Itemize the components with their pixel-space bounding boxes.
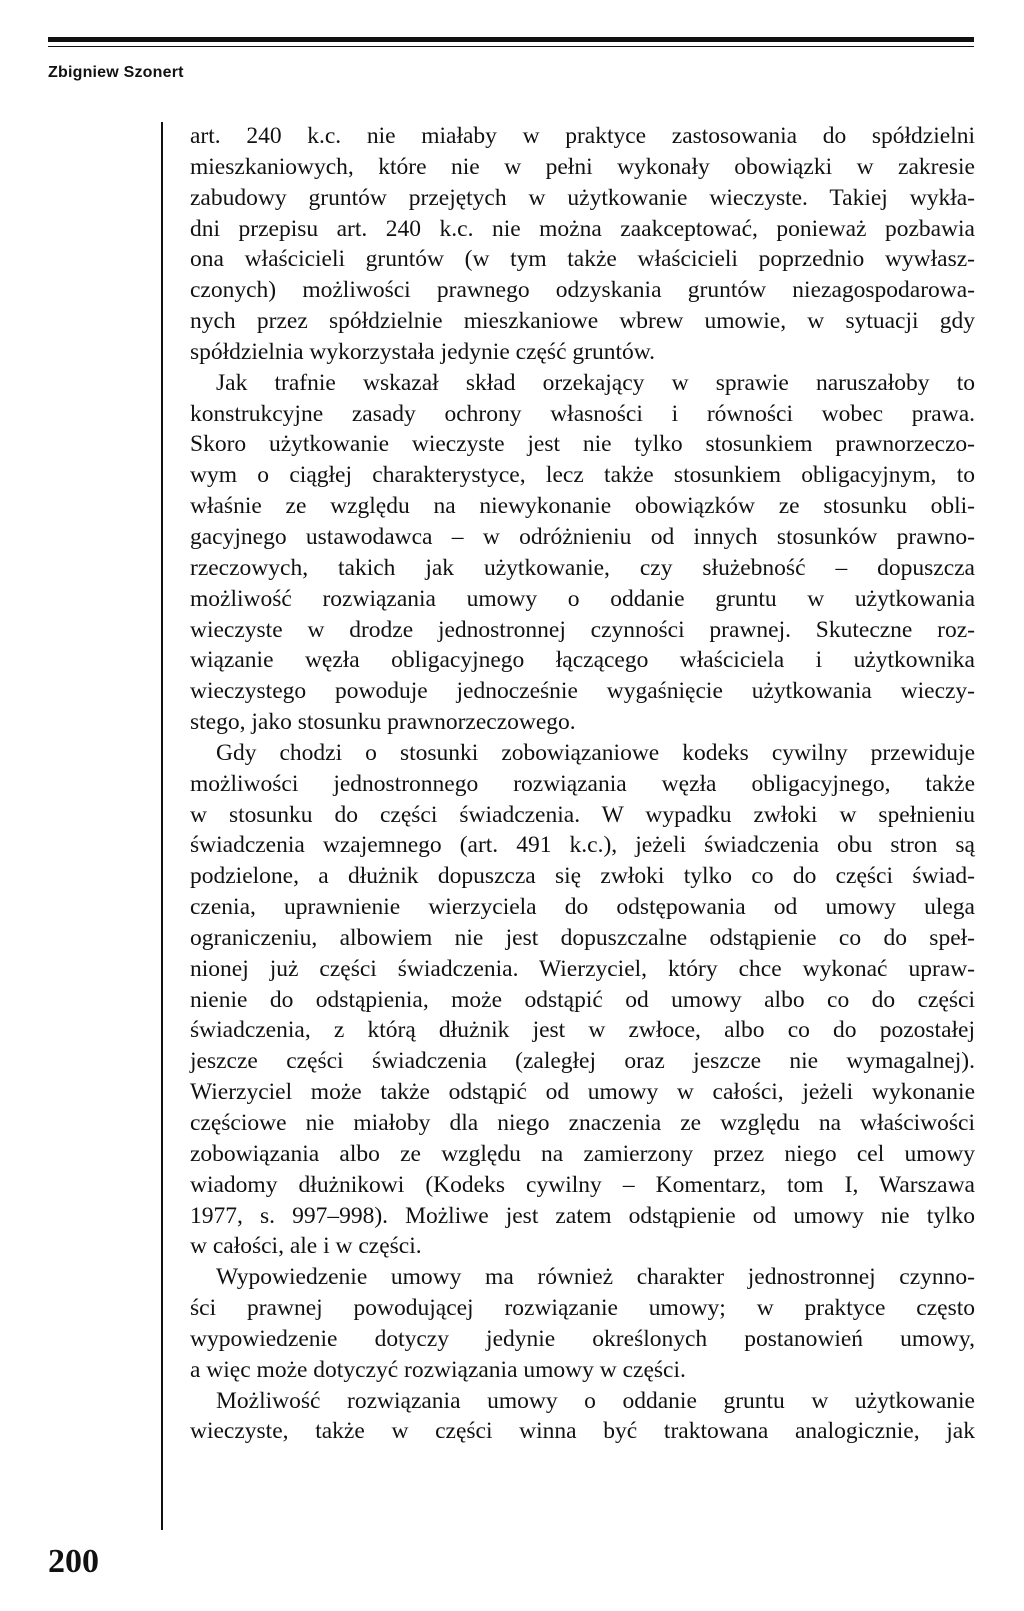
text-line: Gdy chodzi o stosunki zobowiązaniowe kodeks cywilny przewiduje	[216, 739, 975, 766]
text-line: świadczenia wzajemnego (art. 491 k.c.), jeżeli świadczenia obu stron są	[190, 832, 975, 859]
text-line: podzielone, a dłużnik dopuszcza się zwłoki tylko co do części świad-	[190, 863, 975, 890]
page-number: 200	[48, 1543, 99, 1580]
text-line: gacyjnego ustawodawca – w odróżnieniu od innych stosunków prawno-	[190, 523, 975, 550]
running-head-author: Zbigniew Szonert	[48, 64, 184, 81]
text-line: 1977, s. 997–998). Możliwe jest zatem odstąpienie od umowy nie tylko	[190, 1202, 975, 1229]
margin-rule	[161, 122, 163, 1530]
text-line: nionej już części świadczenia. Wierzyciel, który chce wykonać upraw-	[190, 955, 975, 982]
body-text	[190, 121, 975, 1447]
text-line: Wierzyciel może także odstąpić od umowy w całości, jeżeli wykonanie	[190, 1079, 975, 1106]
text-line: ograniczeniu, albowiem nie jest dopuszczalne odstąpienie co do speł-	[190, 924, 975, 951]
text-line: wieczystego powoduje jednocześnie wygaśnięcie użytkowania wieczy-	[190, 678, 975, 705]
text-line: możliwości jednostronnego rozwiązania węzła obligacyjnego, także	[190, 770, 975, 797]
text-line: ona właścicieli gruntów (w tym także właścicieli poprzednio wywłasz-	[190, 246, 975, 273]
text-line: wym o ciągłej charakterystyce, lecz także stosunkiem obligacyjnym, to	[190, 462, 975, 489]
text-line: nienie do odstąpienia, może odstąpić od umowy albo co do części	[190, 986, 975, 1013]
text-line: Jak trafnie wskazał skład orzekający w sprawie naruszałoby to	[216, 369, 975, 396]
text-line: art. 240 k.c. nie miałaby w praktyce zastosowania do spółdzielni	[190, 123, 975, 149]
text-line: wieczyste w drodze jednostronnej czynności prawnej. Skuteczne roz-	[190, 616, 975, 643]
text-line: Skoro użytkowanie wieczyste jest nie tylko stosunkiem prawnorzeczo-	[190, 431, 975, 458]
text-line: Wypowiedzenie umowy ma również charakter jednostronnej czynno-	[216, 1264, 975, 1291]
text-line: w całości, ale i w części.	[190, 1233, 422, 1260]
top-rule-thin	[48, 46, 974, 47]
text-line: czonych) możliwości prawnego odzyskania gruntów niezagospodarowa-	[190, 277, 975, 304]
text-line: świadczenia, z którą dłużnik jest w zwłoce, albo co do pozostałej	[190, 1017, 975, 1044]
text-line: możliwość rozwiązania umowy o oddanie gruntu w użytkowania	[190, 585, 975, 612]
text-line: wieczyste, także w części winna być traktowana analogicznie, jak	[190, 1418, 975, 1445]
text-line: częściowe nie miałoby dla niego znaczenia ze względu na właściwości	[190, 1110, 975, 1136]
text-line: wypowiedzenie dotyczy jedynie określonych postanowień umowy,	[190, 1325, 975, 1352]
text-line: właśnie ze względu na niewykonanie obowiązków ze stosunku obli-	[190, 493, 975, 520]
text-line: dni przepisu art. 240 k.c. nie można zaakceptować, ponieważ pozbawia	[190, 215, 975, 242]
text-line: wiadomy dłużnikowi (Kodeks cywilny – Komentarz, tom I, Warszawa	[190, 1171, 975, 1198]
text-line: rzeczowych, takich jak użytkowanie, czy służebność – dopuszcza	[190, 554, 975, 581]
text-line: mieszkaniowych, które nie w pełni wykonały obowiązki w zakresie	[190, 153, 975, 180]
text-line: stego, jako stosunku prawnorzeczowego.	[190, 709, 576, 736]
text-line: zobowiązania albo ze względu na zamierzony przez niego cel umowy	[190, 1140, 975, 1167]
text-line: konstrukcyjne zasady ochrony własności i równości wobec prawa.	[190, 400, 975, 427]
text-line: nych przez spółdzielnie mieszkaniowe wbrew umowie, w sytuacji gdy	[190, 308, 975, 335]
text-line: spółdzielnia wykorzystała jedynie część gruntów.	[190, 338, 656, 365]
top-rule	[48, 37, 974, 42]
text-line: jeszcze części świadczenia (zaległej oraz jeszcze nie wymagalnej).	[190, 1048, 975, 1075]
text-line: Możliwość rozwiązania umowy o oddanie gruntu w użytkowanie	[216, 1387, 975, 1414]
text-line: czenia, uprawnienie wierzyciela do odstępowania od umowy ulega	[190, 894, 975, 921]
text-line: w stosunku do części świadczenia. W wypadku zwłoki w spełnieniu	[190, 801, 975, 828]
text-line: zabudowy gruntów przejętych w użytkowanie wieczyste. Takiej wykła-	[190, 184, 975, 211]
text-line: wiązanie węzła obligacyjnego łączącego właściciela i użytkownika	[190, 647, 975, 674]
text-line: ści prawnej powodującej rozwiązanie umowy; w praktyce często	[190, 1295, 975, 1322]
text-line: a więc może dotyczyć rozwiązania umowy w części.	[190, 1356, 686, 1383]
